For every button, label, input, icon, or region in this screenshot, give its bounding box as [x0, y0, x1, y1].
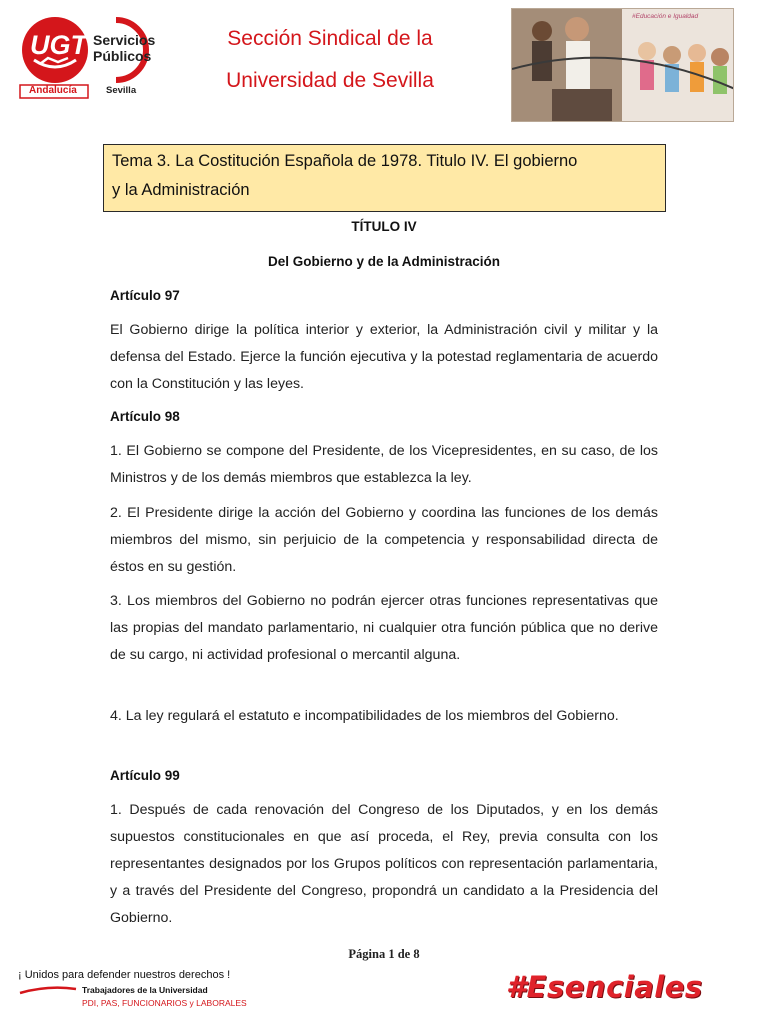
header-photo [511, 8, 734, 122]
ugt-org-line2: Públicos [93, 48, 152, 64]
footer-slogan-block [18, 969, 248, 1013]
footer-line2: PDI, PAS, FUNCIONARIOS y LABORALES [82, 998, 247, 1008]
article-98-paragraph-4: 4. La ley regulará el estatuto e incompatibilidades de los miembros del Gobierno. [110, 708, 619, 724]
topic-line1: Tema 3. La Costitución Española de 1978. Titulo IV. El gobierno [112, 152, 578, 170]
article-99-paragraph-1: 1. Después de cada renovación del Congreso de los Diputados, y en los demás supuestos constitucionales en que así proceda, el Rey, previa consulta con los representantes designados por los Grupos políticos con representación parlamentaria, y a través del Presidente del Congreso, propondrá un candidato a la Presidencia del Gobierno. [110, 802, 658, 926]
article-99-heading: Artículo 99 [110, 768, 180, 783]
article-97-paragraph: El Gobierno dirige la política interior y exterior, la Administración civil y militar y la defensa del Estado. Ejerce la función ejecutiva y la potestad reglamentaria de acuerdo con la Constitución y las leyes. [110, 322, 658, 392]
header-title-line2: Universidad de Sevilla [226, 69, 434, 92]
women-collage-image [512, 9, 734, 122]
article-98-paragraph-1: 1. El Gobierno se compone del Presidente, de los Vicepresidentes, en su caso, de los Ministros y de los demás miembros que establezca la ley. [110, 443, 658, 486]
page-number: Página 1 de 8 [348, 947, 420, 961]
article-98-paragraph-2: 2. El Presidente dirige la acción del Gobierno y coordina las funciones de los demás miembros del mismo, sin perjuicio de la competencia y responsabilidad directa de éstos en su gestión. [110, 505, 658, 575]
ugt-city: Sevilla [106, 85, 137, 96]
article-98-heading: Artículo 98 [110, 409, 180, 424]
subtitle-heading: Del Gobierno y de la Administración [267, 254, 501, 269]
ugt-logo [18, 14, 168, 100]
footer-line1: Trabajadores de la Universidad [82, 985, 208, 995]
topic-line2: y la Administración [112, 181, 250, 199]
header-title-line1: Sección Sindical de la [227, 27, 433, 50]
photo-caption: #Educación e Igualdad [632, 13, 699, 20]
topic-box [103, 144, 666, 212]
swoosh-icon [18, 985, 78, 995]
ugt-region: Andalucía [29, 85, 77, 96]
footer-slogan: ¡ Unidos para defender nuestros derechos ! [18, 969, 231, 981]
esenciales-hashtag: #Esenciales [506, 970, 703, 1004]
article-98-paragraph-3: 3. Los miembros del Gobierno no podrán ejercer otras funciones representativas que las propias del mandato parlamentario, ni cualquier otra función pública que no derive de su cargo, ni actividad profesional o mercantil alguna. [110, 593, 658, 663]
title-heading: TÍTULO IV [351, 219, 417, 234]
article-97-heading: Artículo 97 [110, 288, 180, 303]
header-title [190, 18, 470, 102]
ugt-acronym: UGT [30, 30, 87, 60]
ugt-org-line1: Servicios [93, 32, 156, 48]
